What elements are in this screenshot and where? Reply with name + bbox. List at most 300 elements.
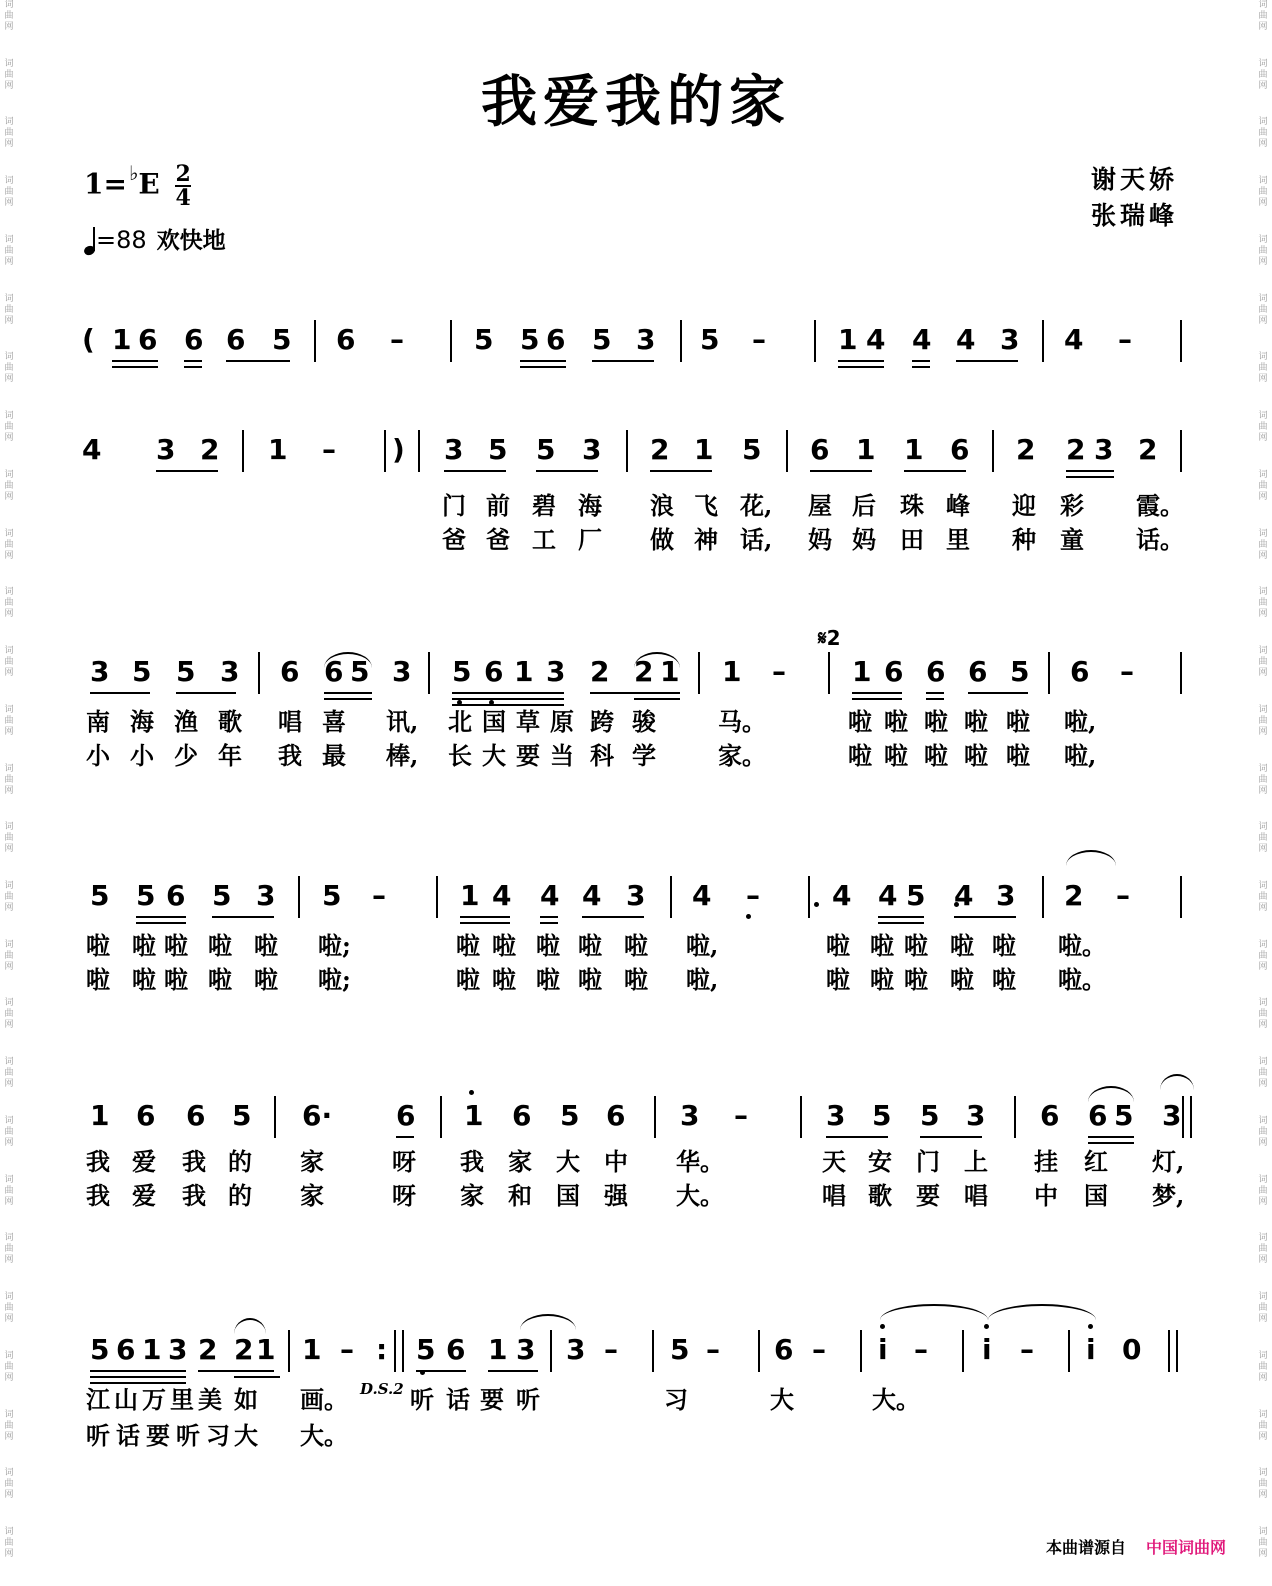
jianpu-note: 5 xyxy=(1114,1099,1134,1132)
jianpu-note: 5 xyxy=(920,1099,940,1132)
lyric-char: 习 xyxy=(664,1385,688,1414)
jianpu-note: – xyxy=(1116,879,1130,912)
beam-underline xyxy=(324,692,372,694)
lyric-char: 草 xyxy=(516,707,540,736)
jianpu-note: 5 xyxy=(90,879,110,912)
footer xyxy=(1046,1535,1226,1558)
jianpu-note: – xyxy=(914,1333,928,1366)
bar-line xyxy=(654,1096,656,1138)
jianpu-note: 6 xyxy=(774,1333,794,1366)
lyric-char: 上 xyxy=(964,1147,988,1176)
lyric-char: 啦; xyxy=(318,965,351,994)
lyric-char: 国 xyxy=(482,707,506,736)
beam-underline xyxy=(136,916,186,918)
jianpu-note: 6 xyxy=(324,655,344,688)
bar-line xyxy=(1180,652,1182,694)
lyric-char: 啦 xyxy=(456,931,480,960)
score-system xyxy=(0,876,1272,1016)
lyric-char: 啦, xyxy=(1064,707,1097,736)
beam-underline xyxy=(912,360,930,362)
lyric-char: 强 xyxy=(604,1181,628,1210)
beam-underline xyxy=(90,1376,186,1378)
lyric-char: 大。 xyxy=(872,1385,920,1414)
jianpu-note: 1 xyxy=(268,433,288,466)
jianpu-note: 2 xyxy=(1138,433,1158,466)
jianpu-note: 4 xyxy=(954,879,974,912)
lyric-char: 红 xyxy=(1084,1147,1108,1176)
lyric-char: 大。 xyxy=(676,1181,724,1210)
bar-line xyxy=(428,652,430,694)
jianpu-note: 6 xyxy=(484,655,504,688)
lyric-char: 小 xyxy=(86,741,110,770)
lyric-char: 爸 xyxy=(486,525,510,554)
jianpu-note: 1 xyxy=(464,1099,484,1132)
lyric-char: 美 xyxy=(198,1385,222,1414)
lyric-char: 天 xyxy=(822,1147,846,1176)
lyric-char: 啦 xyxy=(924,707,948,736)
lyric-char: 要 xyxy=(146,1421,170,1450)
jianpu-note: 3 xyxy=(1094,433,1114,466)
lyric-char: 我 xyxy=(460,1147,484,1176)
bar-line xyxy=(652,1330,654,1372)
bar-line xyxy=(698,652,700,694)
jianpu-note: – xyxy=(340,1333,354,1366)
lyric-char: 呀 xyxy=(392,1147,416,1176)
jianpu-note: 6 xyxy=(926,655,946,688)
lyric-char: 国 xyxy=(1084,1181,1108,1210)
jianpu-note: 3 xyxy=(566,1333,586,1366)
jianpu-note: – xyxy=(812,1333,826,1366)
jianpu-note: 5 xyxy=(212,879,232,912)
beam-underline xyxy=(90,692,150,694)
jianpu-note: 4 xyxy=(866,323,886,356)
jianpu-note: 3 xyxy=(626,879,646,912)
lyric-char: 大 xyxy=(234,1421,258,1450)
jianpu-note: 6 xyxy=(166,879,186,912)
bar-line xyxy=(1068,1330,1070,1372)
bar-line xyxy=(758,1330,760,1372)
jianpu-note: – xyxy=(752,323,766,356)
bar-line xyxy=(1042,876,1044,918)
lyric-char: 做 xyxy=(650,525,674,554)
jianpu-note: 4 xyxy=(692,879,712,912)
beam-underline xyxy=(838,366,884,368)
score-system xyxy=(0,652,1272,792)
lyric-char: 和 xyxy=(508,1181,532,1210)
bar-line xyxy=(828,652,830,694)
lyric-char: 啦。 xyxy=(1058,965,1106,994)
jianpu-note: 6 xyxy=(136,1099,156,1132)
jianpu-note: 6 xyxy=(280,655,300,688)
jianpu-note: 5 xyxy=(742,433,762,466)
lyric-char: 啦 xyxy=(578,965,602,994)
lyric-char: 如 xyxy=(234,1385,258,1414)
jianpu-note: 4 xyxy=(82,433,102,466)
bar-line xyxy=(1168,1330,1170,1372)
lyric-char: 珠 xyxy=(900,491,924,520)
jianpu-note: 2 xyxy=(650,433,670,466)
jianpu-note: 2 xyxy=(198,1333,218,1366)
beam-underline xyxy=(540,916,558,918)
beam-underline xyxy=(878,922,924,924)
lyric-char: 啦 xyxy=(86,965,110,994)
lyric-char: 南 xyxy=(86,707,110,736)
jianpu-note: 5 xyxy=(350,655,370,688)
lyric-char: 啦 xyxy=(456,965,480,994)
jianpu-note: – xyxy=(1120,655,1134,688)
beam-underline xyxy=(968,692,1028,694)
jianpu-note: – xyxy=(1020,1333,1034,1366)
lyric-char: 啦 xyxy=(848,707,872,736)
bar-line xyxy=(1182,1096,1184,1138)
jianpu-note: 2 xyxy=(1066,433,1086,466)
beam-underline xyxy=(1066,470,1114,472)
lyric-char: 少 xyxy=(174,741,198,770)
beam-underline xyxy=(324,698,372,700)
jianpu-note: i xyxy=(1086,1333,1096,1366)
jianpu-note: 6 xyxy=(446,1333,466,1366)
lyric-char: 海 xyxy=(578,491,602,520)
lyric-char: 爸 xyxy=(442,525,466,554)
jianpu-note: 3 xyxy=(680,1099,700,1132)
jianpu-note: 6 xyxy=(968,655,988,688)
beam-underline xyxy=(396,1136,414,1138)
lyric-char: 爱 xyxy=(132,1181,156,1210)
lyric-char: 田 xyxy=(900,525,924,554)
lyric-char: 歌 xyxy=(218,707,242,736)
lyric-char: 棒, xyxy=(386,741,419,770)
lyric-char: 万 xyxy=(142,1385,166,1414)
octave-dot xyxy=(880,1324,885,1329)
jianpu-note: – xyxy=(322,433,336,466)
jianpu-note: – xyxy=(372,879,386,912)
jianpu-note: 3 xyxy=(826,1099,846,1132)
lyric-char: 啦 xyxy=(536,931,560,960)
lyric-char: 花, xyxy=(740,491,773,520)
bar-line xyxy=(314,320,316,362)
jianpu-note: 3 xyxy=(1000,323,1020,356)
beam-underline xyxy=(926,692,944,694)
bar-line xyxy=(450,320,452,362)
bar-line xyxy=(1180,876,1182,918)
lyric-char: 要 xyxy=(480,1385,504,1414)
beam-underline xyxy=(920,1136,982,1138)
lyric-char: 啦 xyxy=(624,931,648,960)
jianpu-note: – xyxy=(746,879,760,912)
beam-underline xyxy=(520,366,566,368)
lyric-char: 啦 xyxy=(924,741,948,770)
beam-underline xyxy=(926,698,944,700)
jianpu-note: : xyxy=(376,1333,388,1366)
lyric-char: 霞。 xyxy=(1136,491,1184,520)
jianpu-note: 3 xyxy=(156,433,176,466)
jianpu-note: 1 xyxy=(838,323,858,356)
beam-underline xyxy=(956,360,1018,362)
beam-underline xyxy=(536,470,598,472)
lyric-char: 海 xyxy=(130,707,154,736)
jianpu-note: 1 xyxy=(142,1333,162,1366)
lyric-char: 门 xyxy=(442,491,466,520)
beam-underline xyxy=(90,1370,186,1372)
jianpu-note: 1 xyxy=(660,655,680,688)
octave-dot xyxy=(469,1090,474,1095)
jianpu-note: 4 xyxy=(832,879,852,912)
jianpu-note: 6 xyxy=(396,1099,416,1132)
lyric-char: 歌 xyxy=(868,1181,892,1210)
bar-line xyxy=(786,430,788,472)
beam-underline xyxy=(878,916,924,918)
lyric-char: 啦 xyxy=(870,965,894,994)
jianpu-note: 5 xyxy=(452,655,472,688)
lyric-char: 梦, xyxy=(1152,1181,1185,1210)
lyric-char: 要 xyxy=(916,1181,940,1210)
jianpu-note: 5 xyxy=(1010,655,1030,688)
slur-tie xyxy=(880,1304,988,1320)
lyric-char: 啦 xyxy=(950,965,974,994)
beam-underline xyxy=(460,916,510,918)
lyric-char: 讯, xyxy=(386,707,419,736)
lyric-char: 唱 xyxy=(964,1181,988,1210)
jianpu-note: 3 xyxy=(636,323,656,356)
jianpu-note: 1 xyxy=(112,323,132,356)
jianpu-note: 6 xyxy=(184,323,204,356)
bar-line xyxy=(626,430,628,472)
jianpu-note: 3 xyxy=(256,879,276,912)
lyricist: 谢天娇 xyxy=(1090,165,1178,194)
jianpu-note: 3 xyxy=(996,879,1016,912)
jianpu-note: 4 xyxy=(1064,323,1084,356)
jianpu-note: 4 xyxy=(956,323,976,356)
lyric-char: 大 xyxy=(482,741,506,770)
beam-underline xyxy=(198,1370,274,1372)
jianpu-note: 5 xyxy=(906,879,926,912)
jianpu-note: 4 xyxy=(878,879,898,912)
bar-line xyxy=(860,1330,862,1372)
lyric-char: 厂 xyxy=(578,525,602,554)
jianpu-note: 5 xyxy=(592,323,612,356)
lyric-char: 家 xyxy=(460,1181,484,1210)
bar-line xyxy=(962,1330,964,1372)
lyric-char: 中 xyxy=(1034,1181,1058,1210)
lyric-char: 我 xyxy=(86,1181,110,1210)
jianpu-note: 4 xyxy=(912,323,932,356)
lyric-char: 啦 xyxy=(132,931,156,960)
beam-underline xyxy=(234,1376,280,1378)
jianpu-note: 6 xyxy=(226,323,246,356)
jianpu-note: 6· xyxy=(302,1099,333,1132)
lyric-char: 啦 xyxy=(992,931,1016,960)
jianpu-note: 6 xyxy=(1088,1099,1108,1132)
lyric-char: 家 xyxy=(300,1181,324,1210)
jianpu-note: 0 xyxy=(1122,1333,1142,1366)
lyric-char: 渔 xyxy=(174,707,198,736)
lyric-char: 话 xyxy=(116,1421,140,1450)
lyric-char: 爱 xyxy=(132,1147,156,1176)
lyric-char: 啦 xyxy=(1006,741,1030,770)
jianpu-note: 6 xyxy=(336,323,356,356)
bar-line xyxy=(258,652,260,694)
lyric-char: 长 xyxy=(448,741,472,770)
lyric-char: 啦 xyxy=(86,931,110,960)
lyric-char: 画。 xyxy=(300,1385,348,1414)
jianpu-note: 4 xyxy=(582,879,602,912)
jianpu-note: 1 xyxy=(904,433,924,466)
jianpu-note: 5 xyxy=(322,879,342,912)
lyric-char: 中 xyxy=(604,1147,628,1176)
lyric-char: 话 xyxy=(446,1385,470,1414)
credits xyxy=(1091,162,1178,234)
beam-underline xyxy=(582,916,644,918)
jianpu-note: 6 xyxy=(116,1333,136,1366)
tempo-expression: 欢快地 xyxy=(156,228,226,254)
jianpu-note: 1 xyxy=(514,655,534,688)
jianpu-note: 1 xyxy=(460,879,480,912)
beam-underline xyxy=(460,922,510,924)
bar-line xyxy=(1048,652,1050,694)
beam-underline xyxy=(838,360,884,362)
beam-underline xyxy=(852,698,902,700)
jianpu-note: 2 xyxy=(234,1333,254,1366)
jianpu-note: 6 xyxy=(1040,1099,1060,1132)
jianpu-note: – xyxy=(772,655,786,688)
bar-line xyxy=(1180,430,1182,472)
slur-tie xyxy=(1160,1074,1194,1090)
beam-underline xyxy=(650,470,712,472)
bar-line xyxy=(384,430,386,472)
slur-tie xyxy=(1088,1086,1134,1102)
time-signature: $\frac{2}{4}$ xyxy=(175,161,191,211)
beam-underline xyxy=(912,366,930,368)
bar-line xyxy=(800,1096,802,1138)
ds-mark: D.S.2 xyxy=(360,1380,404,1398)
lyric-char: 家 xyxy=(300,1147,324,1176)
jianpu-note: ) xyxy=(392,433,405,466)
beam-underline xyxy=(212,916,274,918)
footer-site-link[interactable]: 中国词曲网 xyxy=(1145,1538,1226,1557)
jianpu-note: 3 xyxy=(444,433,464,466)
beam-underline xyxy=(176,692,236,694)
jianpu-note: 1 xyxy=(852,655,872,688)
lyric-char: 啦 xyxy=(964,707,988,736)
jianpu-note: 3 xyxy=(220,655,240,688)
beam-underline xyxy=(904,470,966,472)
slur-tie xyxy=(234,1318,266,1334)
bar-line xyxy=(418,430,420,472)
lyric-char: 啦, xyxy=(686,965,719,994)
lyric-char: 啦 xyxy=(254,965,278,994)
lyric-char: 呀 xyxy=(392,1181,416,1210)
score-system xyxy=(0,430,1272,570)
lyric-char: 啦 xyxy=(164,931,188,960)
jianpu-note: i xyxy=(878,1333,888,1366)
bar-line xyxy=(394,1330,396,1372)
beam-underline xyxy=(452,692,564,694)
jianpu-note: 1 xyxy=(694,433,714,466)
score-system xyxy=(0,1096,1272,1236)
jianpu-note: 6 xyxy=(606,1099,626,1132)
jianpu-note: 5 xyxy=(232,1099,252,1132)
jianpu-note: – xyxy=(1118,323,1132,356)
lyric-char: 浪 xyxy=(650,491,674,520)
beam-underline xyxy=(156,470,218,472)
bar-line xyxy=(1176,1330,1178,1372)
lyric-char: 原 xyxy=(550,707,574,736)
lyric-char: 要 xyxy=(516,741,540,770)
lyric-char: 啦 xyxy=(992,965,1016,994)
lyric-char: 听 xyxy=(516,1385,540,1414)
beam-underline xyxy=(852,692,902,694)
jianpu-note: 3 xyxy=(392,655,412,688)
jianpu-note: 6 xyxy=(1070,655,1090,688)
tempo-value: =88 xyxy=(96,226,147,254)
jianpu-note: 1 xyxy=(488,1333,508,1366)
lyric-char: 家。 xyxy=(718,741,766,770)
flat-sign: ♭ xyxy=(128,161,139,185)
lyric-char: 飞 xyxy=(694,491,718,520)
jianpu-note: 1 xyxy=(856,433,876,466)
jianpu-note: 3 xyxy=(516,1333,536,1366)
lyric-char: 大。 xyxy=(300,1421,348,1450)
beam-underline xyxy=(452,698,564,700)
lyric-char: 啦 xyxy=(950,931,974,960)
lyric-char: 啦; xyxy=(318,931,351,960)
jianpu-note: ( xyxy=(82,323,95,356)
tempo-marking xyxy=(84,222,226,255)
lyric-char: 啦 xyxy=(904,965,928,994)
lyric-char: 华。 xyxy=(676,1147,724,1176)
bar-line xyxy=(242,430,244,472)
beam-underline xyxy=(1066,476,1114,478)
lyric-char: 灯, xyxy=(1152,1147,1185,1176)
lyric-char: 里 xyxy=(170,1385,194,1414)
bar-line xyxy=(288,1330,290,1372)
jianpu-note: 6 xyxy=(950,433,970,466)
jianpu-note: 3 xyxy=(90,655,110,688)
jianpu-note: 5 xyxy=(536,433,556,466)
jianpu-note: – xyxy=(604,1333,618,1366)
beam-underline xyxy=(540,922,558,924)
lyric-char: 大 xyxy=(556,1147,580,1176)
lyric-char: 迎 xyxy=(1012,491,1036,520)
lyric-char: 我 xyxy=(278,741,302,770)
lyric-char: 门 xyxy=(916,1147,940,1176)
right-watermark-strip: 词 曲 网 词 曲 网 词 曲 网 词 曲 网 词 曲 网 词 曲 网 词 曲 网 词 曲 网 词 曲 网 词 曲 网 词 曲 网 词 曲 网 词 曲 网 词 曲 网 词 曲 网 词 曲 网 词 曲 网 词 曲 网 词 曲 网 词 曲 网 词 曲 网 词 曲 网 词 曲 网 词 曲 网 词 曲 网 词 曲 网 词 曲 网 xyxy=(1258,0,1268,1560)
lyric-char: 啦 xyxy=(492,931,516,960)
lyric-char: 学 xyxy=(632,741,656,770)
lyric-char: 啦。 xyxy=(1058,931,1106,960)
lyric-char: 啦 xyxy=(492,965,516,994)
score-system xyxy=(0,1330,1272,1470)
lyric-char: 神 xyxy=(694,525,718,554)
lyric-char: 骏 xyxy=(632,707,656,736)
jianpu-note: 2 xyxy=(634,655,654,688)
lyric-char: 啦 xyxy=(884,707,908,736)
lyric-char: 唱 xyxy=(822,1181,846,1210)
lyric-char: 我 xyxy=(86,1147,110,1176)
bar-line xyxy=(1180,320,1182,362)
lyric-char: 种 xyxy=(1012,525,1036,554)
beam-underline xyxy=(590,692,680,694)
jianpu-note: 2 xyxy=(1064,879,1084,912)
lyric-char: 安 xyxy=(868,1147,892,1176)
lyric-char: 习 xyxy=(206,1421,230,1450)
jianpu-note: 3 xyxy=(546,655,566,688)
jianpu-note: 1 xyxy=(256,1333,276,1366)
bar-line xyxy=(436,876,438,918)
lyric-char: 大 xyxy=(770,1385,794,1414)
left-watermark-strip: 词 曲 网 词 曲 网 词 曲 网 词 曲 网 词 曲 网 词 曲 网 词 曲 网 词 曲 网 词 曲 网 词 曲 网 词 曲 网 词 曲 网 词 曲 网 词 曲 网 词 曲 网 词 曲 网 词 曲 网 词 曲 网 词 曲 网 词 曲 网 词 曲 网 词 曲 网 词 曲 网 词 曲 网 词 曲 网 词 曲 网 词 曲 网 xyxy=(4,0,14,1560)
jianpu-note: – xyxy=(390,323,404,356)
